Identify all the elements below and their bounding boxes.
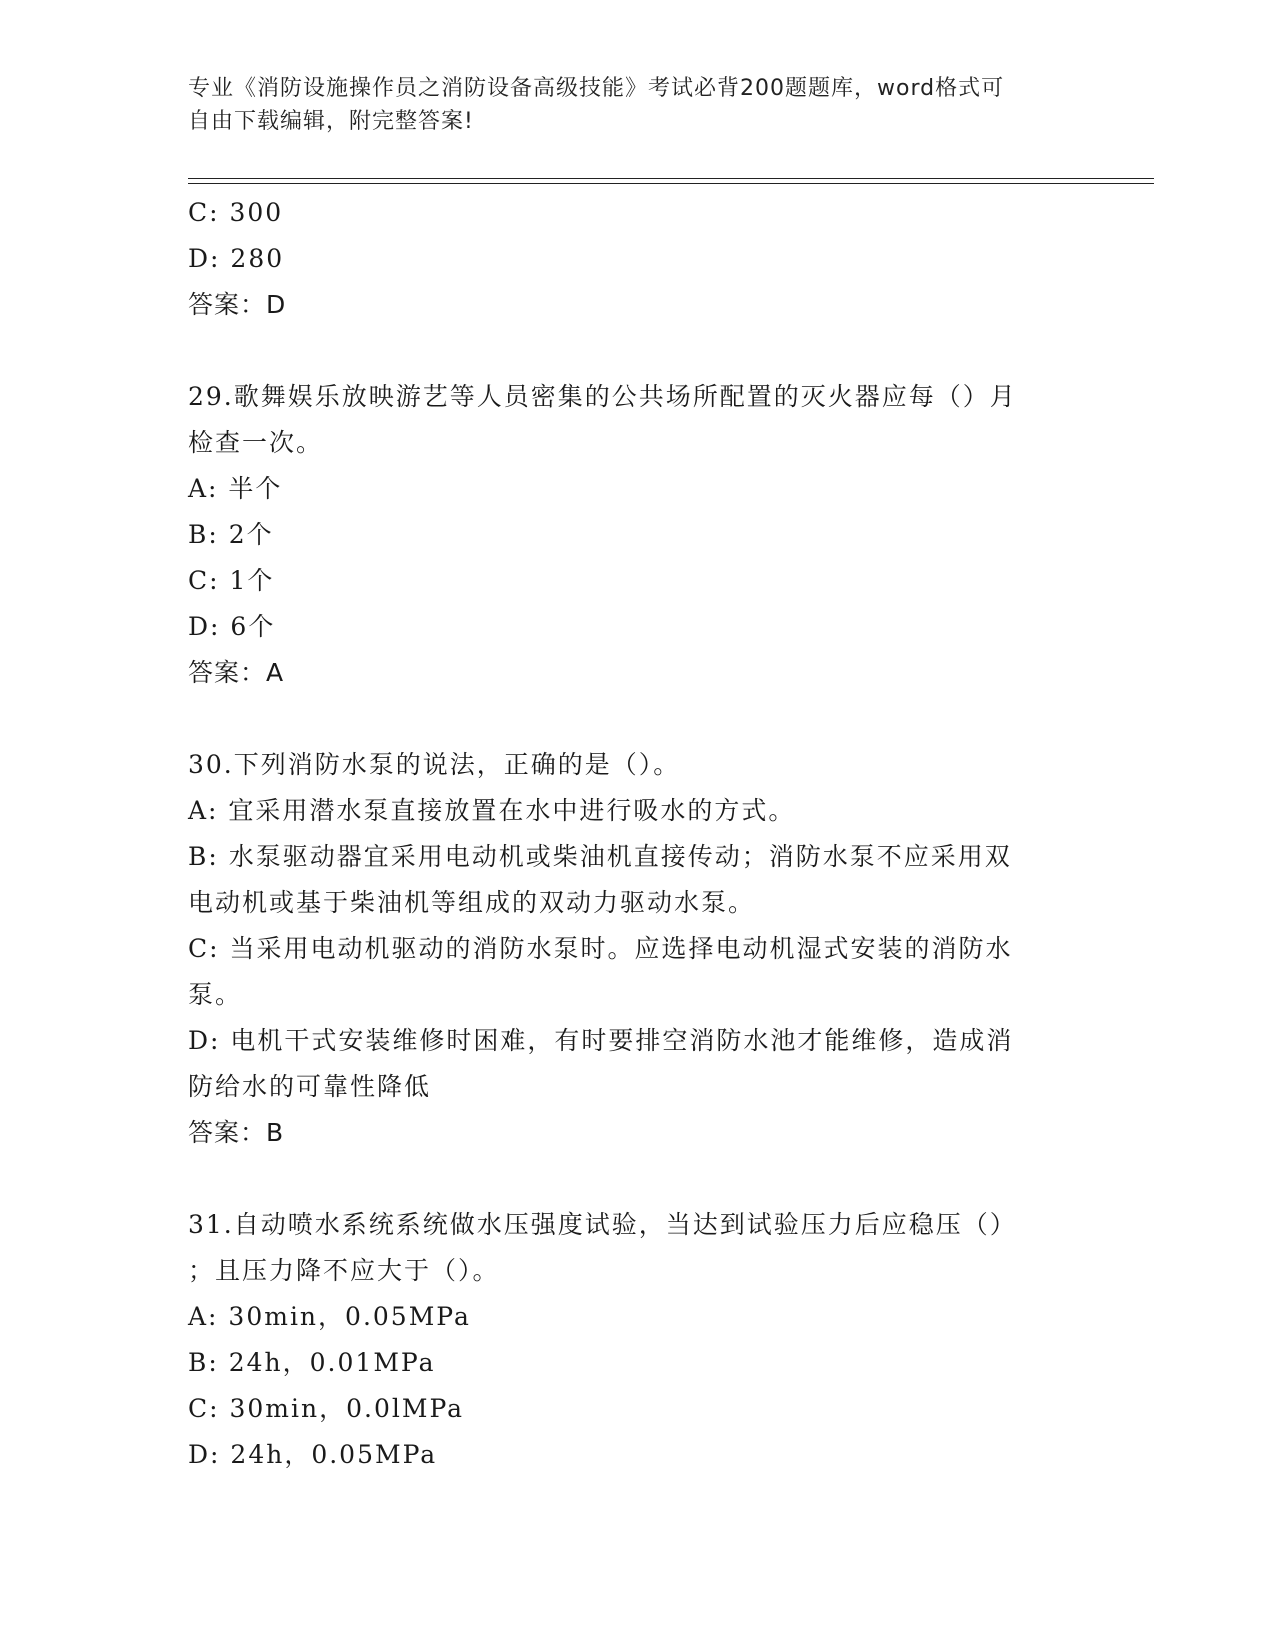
q31-option-a: A: 30min，0.05MPa — [188, 1302, 471, 1331]
question-30 — [188, 742, 1068, 1156]
q30-option-c-line-2: 泵。 — [188, 980, 243, 1009]
q29-question-line-1: 29.歌舞娱乐放映游艺等人员密集的公共场所配置的灭火器应每（）月 — [188, 382, 1017, 411]
q30-answer: 答案：B — [188, 1118, 285, 1147]
q28-answer: 答案：D — [188, 290, 287, 319]
q29-option-b: B: 2个 — [188, 520, 274, 549]
header-divider-top — [188, 178, 1154, 179]
q29-option-c: C: 1个 — [188, 566, 275, 595]
question-31 — [188, 1202, 1068, 1478]
spacer — [188, 328, 1068, 374]
q30-option-a: A: 宜采用潜水泵直接放置在水中进行吸水的方式。 — [188, 796, 796, 825]
q29-answer: 答案：A — [188, 658, 285, 687]
spacer — [188, 696, 1068, 742]
q31-option-c: C: 30min，0.0lMPa — [188, 1394, 465, 1423]
q29-option-d: D: 6个 — [188, 612, 276, 641]
document-body — [188, 190, 1068, 1478]
question-29 — [188, 374, 1068, 696]
q29-question-line-2: 检查一次。 — [188, 428, 324, 457]
q31-question-line-2: ；且压力降不应大于（）。 — [188, 1256, 500, 1285]
header-line-1: 专业《消防设施操作员之消防设备高级技能》考试必背200题题库，word格式可 — [188, 76, 1005, 101]
q30-option-b-line-2: 电动机或基于柴油机等组成的双动力驱动水泵。 — [188, 888, 756, 917]
q30-option-c-line-1: C: 当采用电动机驱动的消防水泵时。应选择电动机湿式安装的消防水 — [188, 934, 1013, 963]
q31-question-line-1: 31.自动喷水系统系统做水压强度试验，当达到试验压力后应稳压（） — [188, 1210, 1017, 1239]
q30-question: 30.下列消防水泵的说法，正确的是（）。 — [188, 750, 681, 779]
q30-option-b-line-1: B: 水泵驱动器宜采用电动机或柴油机直接传动；消防水泵不应采用双 — [188, 842, 1012, 871]
document-header — [188, 72, 1088, 138]
q31-option-b: B: 24h，0.01MPa — [188, 1348, 436, 1377]
spacer — [188, 1156, 1068, 1202]
q30-option-d-line-2: 防给水的可靠性降低 — [188, 1072, 432, 1101]
q29-option-a: A: 半个 — [188, 474, 283, 503]
q31-option-d: D: 24h，0.05MPa — [188, 1440, 438, 1469]
q28-option-d: D: 280 — [188, 244, 285, 273]
q28-option-c: C: 300 — [188, 198, 284, 227]
header-divider-bottom — [188, 183, 1154, 184]
header-line-2: 自由下载编辑，附完整答案! — [188, 109, 474, 134]
q30-option-d-line-1: D: 电机干式安装维修时困难，有时要排空消防水池才能维修，造成消 — [188, 1026, 1014, 1055]
question-28 — [188, 190, 1068, 328]
